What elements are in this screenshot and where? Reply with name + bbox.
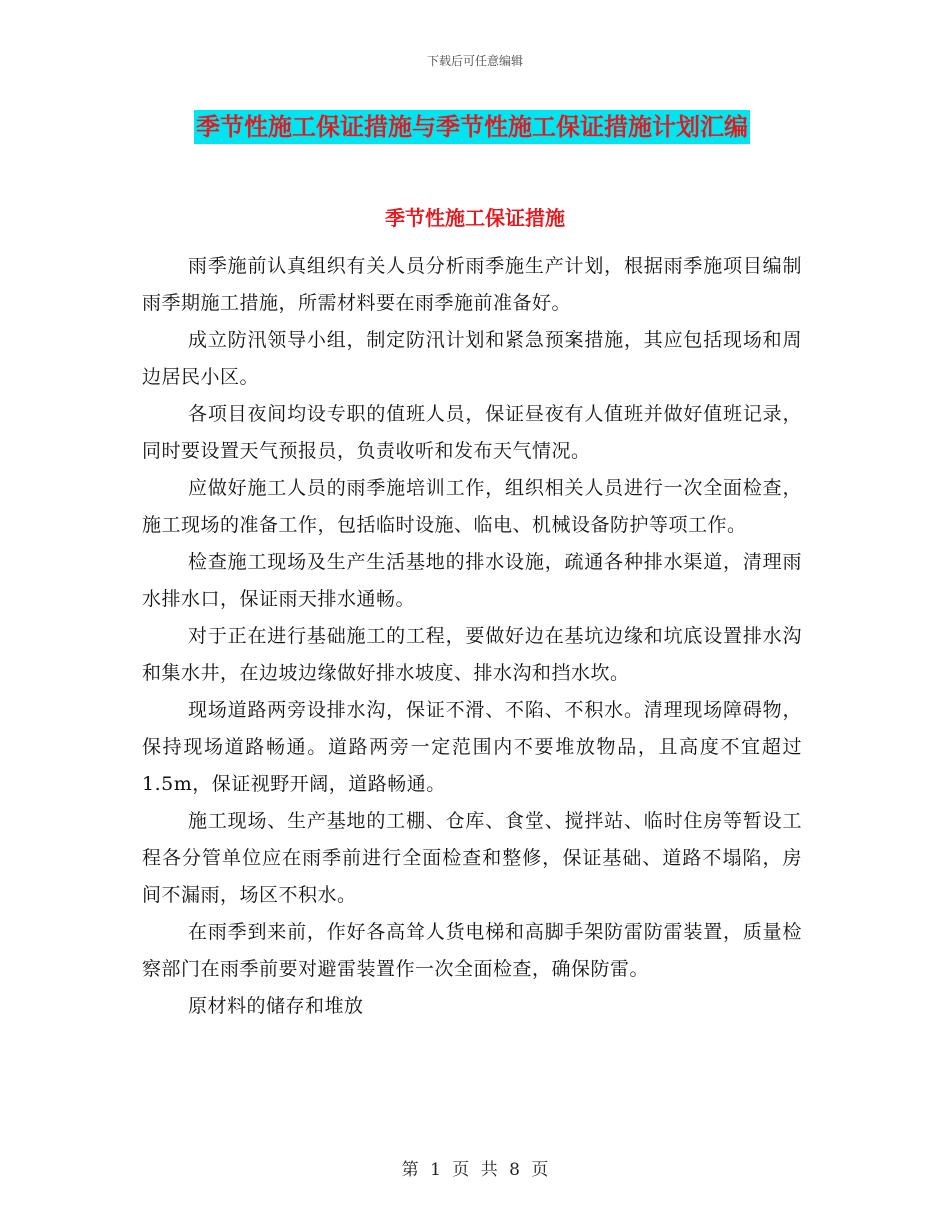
page-number-footer: 第 1 页 共 8 页	[401, 1160, 549, 1180]
section-title: 季节性施工保证措施	[385, 206, 565, 230]
document-title: 季节性施工保证措施与季节性施工保证措施计划汇编	[194, 110, 750, 144]
paragraph: 原材料的储存和堆放	[188, 995, 364, 1017]
paragraph: 检查施工现场及生产生活基地的排水设施，疏通各种排水渠道，清理雨水排水口，保证雨天排水通畅。	[142, 551, 802, 610]
paragraph: 雨季施前认真组织有关人员分析雨季施生产计划，根据雨季施项目编制雨季期施工措施，所需材料要在雨季施前准备好。	[142, 255, 802, 314]
paragraph: 现场道路两旁设排水沟，保证不滑、不陷、不积水。清理现场障碍物，保持现场道路畅通。道路两旁一定范围内不要堆放物品，且高度不宜超过1.5m，保证视野开阔，道路畅通。	[142, 699, 802, 795]
paragraph: 对于正在进行基础施工的工程，要做好边在基坑边缘和坑底设置排水沟和集水井，在边坡边缘做好排水坡度、排水沟和挡水坎。	[142, 625, 802, 684]
paragraph: 在雨季到来前，作好各高耸人货电梯和高脚手架防雷防雷装置，质量检察部门在雨季前要对避雷装置作一次全面检查，确保防雷。	[142, 921, 802, 980]
header-note: 下载后可任意编辑	[426, 54, 523, 68]
paragraph: 成立防汛领导小组，制定防汛计划和紧急预案措施，其应包括现场和周边居民小区。	[142, 329, 802, 388]
body-text	[142, 248, 802, 1025]
paragraph: 各项目夜间均设专职的值班人员，保证昼夜有人值班并做好值班记录，同时要设置天气预报员，负责收听和发布天气情况。	[142, 403, 802, 462]
paragraph: 应做好施工人员的雨季施培训工作，组织相关人员进行一次全面检查，施工现场的准备工作，包括临时设施、临电、机械设备防护等项工作。	[142, 477, 802, 536]
paragraph: 施工现场、生产基地的工棚、仓库、食堂、搅拌站、临时住房等暂设工程各分管单位应在雨季前进行全面检查和整修，保证基础、道路不塌陷，房间不漏雨，场区不积水。	[142, 810, 802, 906]
